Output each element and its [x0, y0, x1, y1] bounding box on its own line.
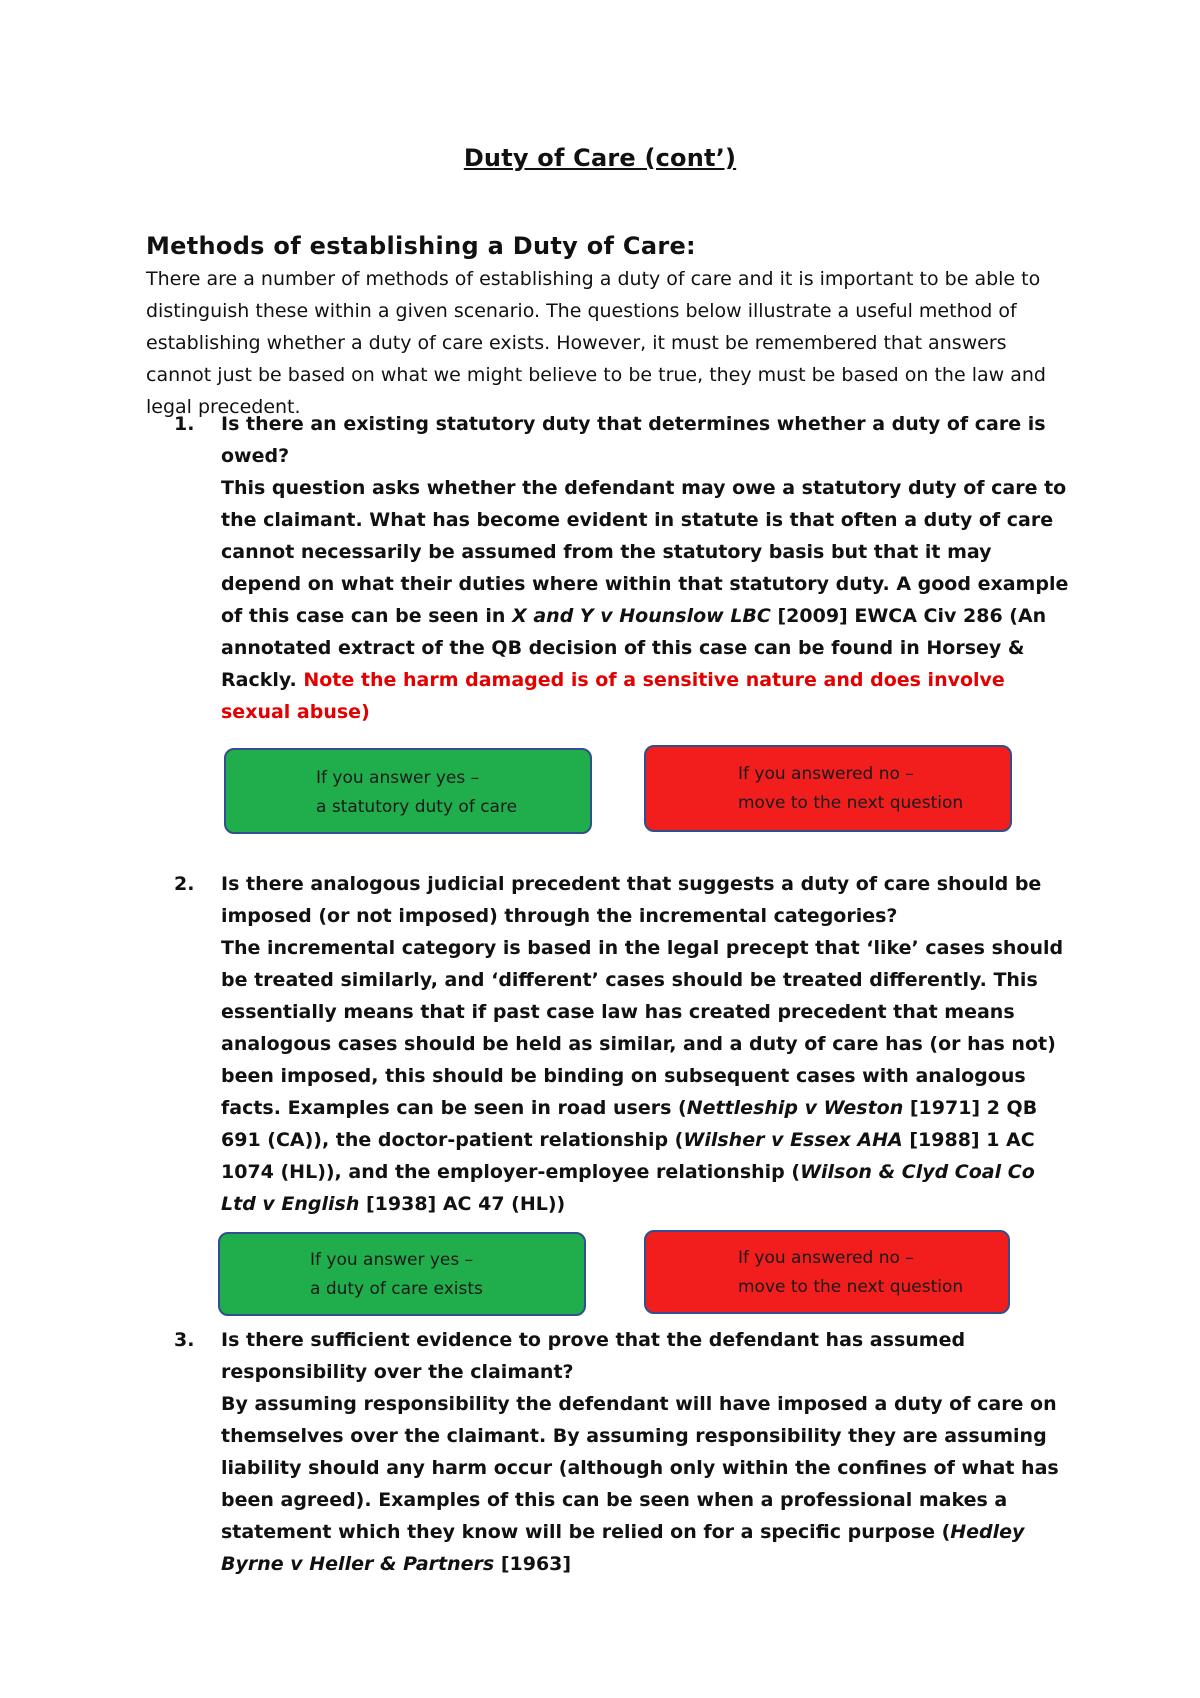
question-description — [221, 1388, 1076, 1580]
section-heading: Methods of establishing a Duty of Care: — [146, 232, 696, 260]
question-2 — [176, 868, 1076, 1220]
desc-text: By assuming responsibility the defendant will have imposed a duty of care on themselves over the claimant. By assuming responsibility they are assuming liability should any harm occur (although only within the confines of what has been agreed). Examples of this can be seen when a professional makes a statement which they know will be relied on for a specific purpose ( — [221, 1393, 1059, 1543]
case-name: Nettleship v Weston — [686, 1097, 904, 1119]
no-answer-line1: If you answered no – — [738, 1248, 914, 1268]
question-text: Is there an existing statutory duty that determines whether a duty of care is owed? — [221, 413, 1046, 467]
case-name: Wilson & Clyd Coal Co Ltd v English — [221, 1161, 1035, 1215]
no-answer-line1: If you answered no – — [738, 764, 914, 784]
warning-note: Note the harm damaged is of a sensitive nature and does involve sexual abuse) — [221, 669, 1005, 723]
no-answer-box — [644, 745, 1012, 832]
yes-answer-box — [218, 1232, 586, 1316]
question-number: 3. — [174, 1329, 195, 1351]
desc-text: [1938] AC 47 (HL)) — [359, 1193, 566, 1215]
yes-answer-line1: If you answer yes – — [316, 768, 480, 788]
desc-text: This question asks whether the defendant may owe a statutory duty of care to the claimant. What has become evident in statute is that often a duty of care cannot necessarily be assumed from the statutory basis but that it may depend on what their duties where within that statutory duty. A good example of this case can be seen in — [221, 477, 1069, 627]
question-text: Is there sufficient evidence to prove that the defendant has assumed responsibility over the claimant? — [221, 1329, 966, 1383]
question-3 — [176, 1324, 1076, 1580]
no-answer-box — [644, 1230, 1010, 1314]
case-name: Hedley Byrne v Heller & Partners — [221, 1521, 1025, 1575]
intro-paragraph: There are a number of methods of establishing a duty of care and it is important to be able to distinguish these within a given scenario. The questions below illustrate a useful method of establishing whether a duty of care exists. However, it must be remembered that answers cannot just be based on what we might believe to be true, they must be based on the law and legal precedent. — [146, 268, 1046, 418]
yes-answer-line2: a duty of care exists — [310, 1279, 483, 1299]
desc-text: [1988] 1 AC 1074 (HL)), and the employer-employee relationship ( — [221, 1129, 1035, 1183]
case-name: Wilsher v Essex AHA — [683, 1129, 903, 1151]
question-description — [221, 472, 1076, 728]
desc-text: [2009] EWCA Civ 286 (An annotated extract of the QB decision of this case can be found in Horsey & Rackly. — [221, 605, 1047, 691]
question-text: Is there analogous judicial precedent that suggests a duty of care should be imposed (or not imposed) through the incremental categories? — [221, 873, 1042, 927]
question-number: 1. — [174, 413, 195, 435]
yes-answer-line1: If you answer yes – — [310, 1250, 474, 1270]
question-1 — [176, 408, 1076, 728]
case-name: X and Y v Hounslow LBC — [512, 605, 771, 627]
page-title: Duty of Care (cont’) — [463, 144, 737, 172]
no-answer-line2: move to the next question — [738, 793, 964, 813]
desc-text: [1971] 2 QB 691 (CA)), the doctor-patient relationship ( — [221, 1097, 1038, 1151]
no-answer-line2: move to the next question — [738, 1277, 964, 1297]
desc-text: [1963] — [494, 1553, 572, 1575]
desc-text: The incremental category is based in the legal precept that ‘like’ cases should be treated similarly, and ‘different’ cases should be treated differently. This essentially means that if past case law has created precedent that means analogous cases should be held as similar, and a duty of care has (or has not) been imposed, this should be binding on subsequent cases with analogous facts. Examples can be seen in road users ( — [221, 937, 1064, 1119]
yes-answer-box — [224, 748, 592, 834]
question-description — [221, 932, 1076, 1220]
yes-answer-line2: a statutory duty of care — [316, 797, 518, 817]
question-number: 2. — [174, 873, 195, 895]
